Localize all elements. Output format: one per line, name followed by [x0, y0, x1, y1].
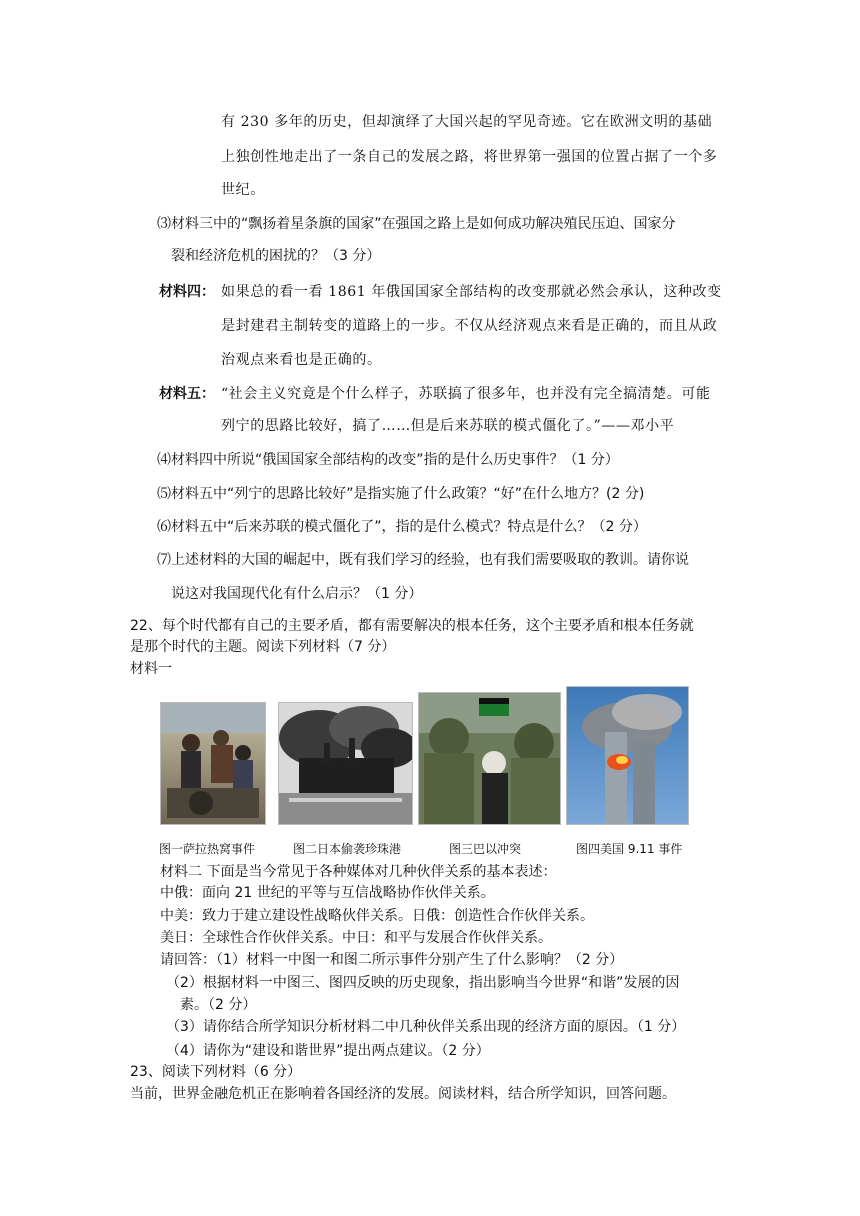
sub-question-4: （4）请你为“建设和谐世界”提出两点建议。（2 分）: [166, 1043, 490, 1059]
image-caption-3: 图三巴以冲突: [449, 842, 522, 856]
question-22-line-2: 是那个时代的主题。阅读下列材料（7 分）: [130, 639, 396, 655]
question-7-line-1: ⑺上述材料的大国的崛起中，既有我们学习的经验，也有我们需要吸取的教训。请你说: [157, 552, 689, 568]
image-caption-2: 图二日本偷袭珍珠港: [293, 842, 402, 856]
question-23-intro: 当前，世界金融危机正在影响着各国经济的发展。阅读材料，结合所学知识，回答问题。: [130, 1086, 676, 1102]
image-caption-1: 图一萨拉热窝事件: [159, 842, 256, 856]
question-5: ⑸材料五中“列宁的思路比较好”是指实施了什么政策？“好”在什么地方？(2 分): [157, 486, 645, 502]
partnership-line-3: 美日：全球性合作伙伴关系。中日：和平与发展合作伙伴关系。: [160, 930, 552, 946]
passage-line-3: 世纪。: [221, 182, 265, 198]
sub-question-3: （3）请你结合所学知识分析材料二中几种伙伴关系出现的经济方面的原因。（1 分）: [166, 1019, 686, 1035]
september-11-attack-image: [566, 686, 689, 825]
israel-palestine-conflict-image: [418, 692, 561, 825]
material-4-line-1: 如果总的看一看 1861 年俄国国家全部结构的改变那就必然会承认，这种改变: [221, 284, 722, 300]
image-caption-4: 图四美国 9.11 事件: [576, 842, 683, 856]
question-7-line-2: 说这对我国现代化有什么启示？（1 分）: [171, 586, 423, 602]
material-4-label: 材料四：: [159, 284, 215, 300]
question-22-line-1: 22、每个时代都有自己的主要矛盾，都有需要解决的根本任务，这个主要矛盾和根本任务就: [130, 618, 694, 634]
pearl-harbor-attack-image: [278, 702, 413, 825]
partnership-line-1: 中俄：面向 21 世纪的平等与互信战略协作伙伴关系。: [160, 885, 495, 901]
question-23-title: 23、阅读下列材料（6 分）: [130, 1064, 302, 1080]
material-5-label: 材料五：: [159, 386, 215, 402]
passage-line-1: 有 230 多年的历史，但却演绎了大国兴起的罕见奇迹。它在欧洲文明的基础: [221, 114, 713, 130]
sub-question-2-line-1: （2）根据材料一中图三、图四反映的历史现象，指出影响当今世界“和谐”发展的因: [166, 975, 680, 991]
material-2-intro: 材料二 下面是当今常见于各种媒体对几种伙伴关系的基本表述：: [160, 864, 557, 880]
material-1-label: 材料一: [130, 661, 172, 677]
sub-question-2-line-2: 素。（2 分）: [180, 997, 257, 1013]
partnership-line-2: 中美：致力于建立建设性战略伙伴关系。日俄：创造性合作伙伴关系。: [160, 908, 594, 924]
passage-line-2: 上独创性地走出了一条自己的发展之路，将世界第一强国的位置占据了一个多: [221, 149, 718, 165]
question-3-line-1: ⑶材料三中的“飘扬着星条旗的国家”在强国之路上是如何成功解决殖民压迫、国家分: [157, 216, 676, 232]
question-3-line-2: 裂和经济危机的困扰的？（3 分）: [171, 248, 381, 264]
material-5-line-2: 列宁的思路比较好，搞了……但是后来苏联的模式僵化了。”——邓小平: [221, 418, 675, 434]
question-4: ⑷材料四中所说“俄国国家全部结构的改变”指的是什么历史事件？（1 分）: [157, 452, 619, 468]
question-6: ⑹材料五中“后来苏联的模式僵化了”，指的是什么模式？特点是什么？（2 分）: [157, 519, 647, 535]
material-4-line-2: 是封建君主制转变的道路上的一步。不仅从经济观点来看是正确的，而且从政: [221, 318, 718, 334]
material-4-line-3: 治观点来看也是正确的。: [221, 352, 382, 368]
material-5-line-1: “社会主义究竟是个什么样子，苏联搞了很多年，也并没有完全搞清楚。可能: [221, 386, 711, 402]
sarajevo-incident-image: [160, 702, 266, 825]
sub-question-1: 请回答：（1）材料一中图一和图二所示事件分别产生了什么影响？（2 分）: [160, 952, 624, 968]
